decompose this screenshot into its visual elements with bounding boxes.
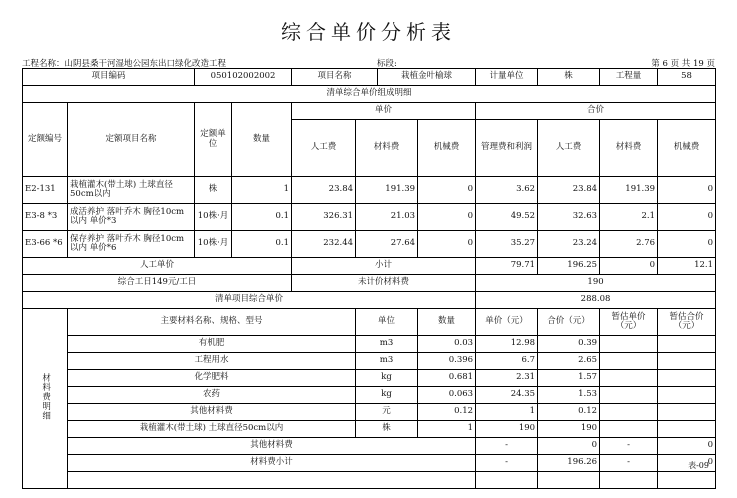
mat-h-unit: 单位 — [356, 309, 418, 336]
unpriced-value: 190 — [476, 275, 716, 292]
row-qty: 0.1 — [232, 204, 292, 231]
row-u-labor: 23.84 — [292, 177, 356, 204]
col-u-labor: 人工费 — [292, 120, 356, 177]
col-t-material: 材料费 — [600, 120, 658, 177]
row-unit: 株 — [195, 177, 232, 204]
form-number: 表-09 — [688, 461, 709, 470]
empty-row-cell — [476, 472, 538, 489]
empty-row-cell — [538, 472, 600, 489]
mat-name: 农药 — [68, 387, 356, 404]
mat-qty: 1 — [418, 421, 476, 438]
mat-qty: 0.063 — [418, 387, 476, 404]
name-value: 栽植金叶榆球 — [378, 69, 476, 86]
row-t-material: 2.76 — [600, 231, 658, 258]
material-row — [23, 353, 716, 370]
table-row — [23, 177, 716, 204]
mat-est-total — [658, 336, 716, 353]
page-title: 综合单价分析表 — [281, 20, 456, 44]
mat-unit: kg — [356, 370, 418, 387]
composite-label: 清单项目综合单价 — [23, 292, 476, 309]
col-unit-price: 单价 — [292, 103, 476, 120]
col-u-mgmt: 管理费和利润 — [476, 120, 538, 177]
materials-side-text: 材料费明细 — [40, 373, 51, 421]
mat-est-total — [658, 421, 716, 438]
row-t-machine: 0 — [658, 231, 716, 258]
row-code: E3-8 *3 — [23, 204, 68, 231]
page-indicator: 第 6 页 共 19 页 — [651, 59, 715, 69]
mat-qty: 0.12 — [418, 404, 476, 421]
mat-h-qty: 数量 — [418, 309, 476, 336]
table-row — [23, 204, 716, 231]
other-material-est-price: - — [600, 438, 658, 455]
subtotal-mgmt: 12.1 — [658, 258, 716, 275]
mat-price: 6.7 — [476, 353, 538, 370]
code-value: 050102002002 — [195, 69, 292, 86]
workday-label: 综合工日149元/工日 — [23, 275, 292, 292]
row-t-machine: 0 — [658, 204, 716, 231]
subtotal-labor: 79.71 — [476, 258, 538, 275]
col-t-labor: 人工费 — [538, 120, 600, 177]
mat-total: 190 — [538, 421, 600, 438]
col-u-material: 材料费 — [356, 120, 418, 177]
mat-h-price: 单价（元） — [476, 309, 538, 336]
other-material-price: - — [476, 438, 538, 455]
row-t-material: 191.39 — [600, 177, 658, 204]
unpriced-label: 未计价材料费 — [292, 275, 476, 292]
mat-total: 0.12 — [538, 404, 600, 421]
row-u-machine: 0 — [418, 204, 476, 231]
mat-est-total — [658, 404, 716, 421]
material-row — [23, 387, 716, 404]
row-qty: 1 — [232, 177, 292, 204]
row-u-mgmt: 3.62 — [476, 177, 538, 204]
row-u-material: 27.64 — [356, 231, 418, 258]
row-t-material: 2.1 — [600, 204, 658, 231]
mat-name: 其他材料费 — [68, 404, 356, 421]
material-subtotal-price: - — [476, 455, 538, 472]
col-quota-unit: 定额单位 — [195, 103, 232, 177]
row-u-machine: 0 — [418, 177, 476, 204]
row-name: 栽植灌木(带土球) 土球直径50cm以内 — [68, 177, 195, 204]
mat-price: 2.31 — [476, 370, 538, 387]
material-row — [23, 370, 716, 387]
material-subtotal-est-price: - — [600, 455, 658, 472]
mat-name: 工程用水 — [68, 353, 356, 370]
col-t-machine: 机械费 — [658, 120, 716, 177]
mat-h-name: 主要材料名称、规格、型号 — [68, 309, 356, 336]
material-row — [23, 336, 716, 353]
mat-est-price — [600, 370, 658, 387]
qty-label: 工程量 — [600, 69, 658, 86]
mat-est-price — [600, 353, 658, 370]
section-label: 标段: — [377, 59, 397, 69]
mat-price: 24.35 — [476, 387, 538, 404]
mat-est-price — [600, 387, 658, 404]
mat-unit: kg — [356, 387, 418, 404]
composition-title: 清单综合单价组成明细 — [23, 86, 716, 103]
row-t-machine: 0 — [658, 177, 716, 204]
unit-label: 计量单位 — [476, 69, 538, 86]
mat-est-price — [600, 404, 658, 421]
mat-unit: m3 — [356, 353, 418, 370]
mat-name: 有机肥 — [68, 336, 356, 353]
composite-value: 288.08 — [476, 292, 716, 309]
material-row — [23, 404, 716, 421]
row-t-labor: 32.63 — [538, 204, 600, 231]
mat-name: 栽植灌木(带土球) 土球直径50cm以内 — [68, 421, 356, 438]
mat-total: 0.39 — [538, 336, 600, 353]
mat-name: 化学肥料 — [68, 370, 356, 387]
mat-h-est-total: 暂估合价（元） — [658, 309, 716, 336]
row-u-mgmt: 35.27 — [476, 231, 538, 258]
project-label: 工程名称： — [22, 59, 65, 69]
empty-row-cell — [658, 472, 716, 489]
unit-price-table — [22, 68, 716, 489]
material-subtotal-est-total: 0 — [658, 455, 716, 472]
mat-total: 1.53 — [538, 387, 600, 404]
mat-h-total: 合价（元） — [538, 309, 600, 336]
col-quota-name: 定额项目名称 — [68, 103, 195, 177]
mat-est-price — [600, 336, 658, 353]
row-unit: 10株·月 — [195, 204, 232, 231]
mat-qty: 0.681 — [418, 370, 476, 387]
project-value: 山阴县桑干河湿地公园东出口绿化改造工程 — [64, 59, 227, 69]
row-u-labor: 232.44 — [292, 231, 356, 258]
mat-unit: 元 — [356, 404, 418, 421]
row-u-mgmt: 49.52 — [476, 204, 538, 231]
table-row — [23, 231, 716, 258]
subtotal-machine: 0 — [600, 258, 658, 275]
row-qty: 0.1 — [232, 231, 292, 258]
mat-est-total — [658, 387, 716, 404]
mat-qty: 0.03 — [418, 336, 476, 353]
mat-price: 1 — [476, 404, 538, 421]
other-material-total: 0 — [538, 438, 600, 455]
row-t-labor: 23.84 — [538, 177, 600, 204]
mat-h-est-price: 暂估单价（元） — [600, 309, 658, 336]
labor-unit-label: 人工单价 — [23, 258, 292, 275]
qty-value: 58 — [658, 69, 716, 86]
row-u-material: 191.39 — [356, 177, 418, 204]
row-unit: 10株·月 — [195, 231, 232, 258]
col-total-price: 合价 — [476, 103, 716, 120]
mat-total: 2.65 — [538, 353, 600, 370]
mat-total: 1.57 — [538, 370, 600, 387]
unit-value: 株 — [538, 69, 600, 86]
code-label: 项目编码 — [23, 69, 195, 86]
mat-qty: 0.396 — [418, 353, 476, 370]
col-quota-code: 定额编号 — [23, 103, 68, 177]
material-subtotal-total: 196.26 — [538, 455, 600, 472]
mat-est-total — [658, 353, 716, 370]
other-material-est-total: 0 — [658, 438, 716, 455]
row-code: E2-131 — [23, 177, 68, 204]
name-label: 项目名称 — [292, 69, 378, 86]
materials-side-label — [23, 309, 68, 489]
mat-unit: m3 — [356, 336, 418, 353]
row-u-labor: 326.31 — [292, 204, 356, 231]
row-u-material: 21.03 — [356, 204, 418, 231]
empty-row-cell — [600, 472, 658, 489]
mat-price: 12.98 — [476, 336, 538, 353]
mat-price: 190 — [476, 421, 538, 438]
col-u-machine: 机械费 — [418, 120, 476, 177]
other-material-label: 其他材料费 — [68, 438, 476, 455]
row-name: 成活养护 落叶乔木 胸径10cm以内 单价*3 — [68, 204, 195, 231]
mat-est-total — [658, 370, 716, 387]
material-subtotal-label: 材料费小计 — [68, 455, 476, 472]
row-name: 保存养护 落叶乔木 胸径10cm以内 单价*6 — [68, 231, 195, 258]
col-quantity: 数量 — [232, 103, 292, 177]
subtotal-material: 196.25 — [538, 258, 600, 275]
empty-row-cell — [68, 472, 476, 489]
mat-est-price — [600, 421, 658, 438]
row-code: E3-66 *6 — [23, 231, 68, 258]
material-row — [23, 421, 716, 438]
subtotal-label: 小计 — [292, 258, 476, 275]
row-t-labor: 23.24 — [538, 231, 600, 258]
mat-unit: 株 — [356, 421, 418, 438]
row-u-machine: 0 — [418, 231, 476, 258]
